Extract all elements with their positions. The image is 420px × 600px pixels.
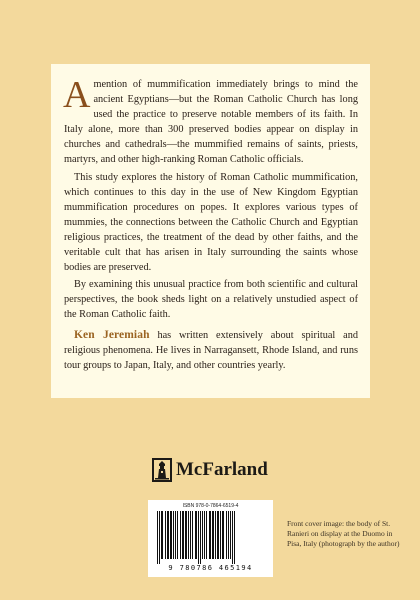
description-paragraph-3: By examining this unusual practice from both scientific and cultural perspectives, the book sheds light on a relatively unstudied aspect of the Roman Catholic faith. xyxy=(64,279,358,321)
isbn-barcode xyxy=(148,500,273,577)
lighthouse-icon xyxy=(152,458,172,482)
description-paragraph-2: This study explores the history of Roman Catholic mummification, which continues to this day in the use of New Kingdom Egyptian mummification procedures on popes. It explores various types of mummies, the connections between the Catholic Church and Egyptian religious practices, the treatment of the dead by other faiths, and the veritable cult that has arisen in Italy surrounding the saints whose bodies are preserved. xyxy=(64,171,358,274)
barcode-digits: 9 780786 465194 xyxy=(168,564,253,572)
drop-cap: A xyxy=(63,74,91,116)
barcode-bars xyxy=(156,511,265,564)
description-paragraph-1 xyxy=(63,74,358,168)
author-name: Ken Jeremiah xyxy=(74,328,150,341)
author-bio xyxy=(64,328,358,373)
description-panel xyxy=(51,64,370,398)
isbn-line: ISBN 978-0-7864-6519-4 xyxy=(182,503,239,509)
publisher-logo xyxy=(152,458,268,482)
publisher-name: McFarland xyxy=(176,459,268,480)
paragraph-1-text: mention of mummification immediately brings to mind the ancient Egyptians—but the Roman Catholic Church has long used the practice to preserve notable members of its faith. In Italy alone, more than 300 preserved bodies appear on display in churches and cathedrals—the mummified remains of saints, priests, martyrs, and other high-ranking Roman Catholic officials. xyxy=(64,79,358,166)
cover-image-credit: Front cover image: the body of St. Ranieri on display at the Duomo in Pisa, Italy (photograph by the author) xyxy=(287,519,400,549)
author-bio-text: has written extensively about spiritual and religious phenomena. He lives in Narragansett, Rhode Island, and runs tour groups to Japan, Italy, and other countries yearly. xyxy=(64,329,358,371)
